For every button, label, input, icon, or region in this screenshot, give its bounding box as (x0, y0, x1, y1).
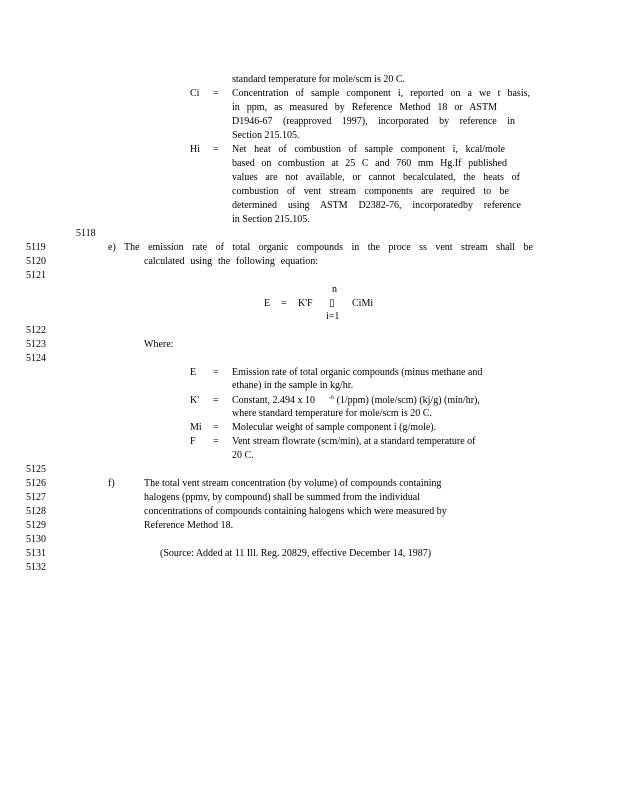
definition-hi-line: in Section 215.105. (232, 214, 310, 225)
equals-sign: = (281, 298, 287, 309)
definition-k-text: Constant, 2.494 x 10 (232, 395, 316, 406)
definition-symbol-ci: Ci (190, 88, 200, 99)
line-number: 5123 (26, 339, 46, 350)
definition-symbol-e: E (190, 367, 197, 378)
definition-symbol-hi: Hi (190, 144, 200, 155)
definition-f-line: Vent stream flowrate (scm/min), at a standard temperature of (232, 436, 476, 447)
definition-symbol-k: K' (190, 395, 200, 406)
source-note: (Source: Added at 11 Ill. Reg. 20829, effective December 14, 1987) (160, 548, 432, 559)
equals-sign: = (213, 144, 219, 155)
definition-symbol-mi: Mi (190, 422, 202, 433)
definition-ci-line: D1946-67 (reapproved 1997), incorporated by reference in (232, 116, 515, 127)
line-number: 5124 (26, 353, 46, 364)
definition-f-line: 20 C. (232, 450, 254, 461)
equals-sign: = (213, 367, 219, 378)
summation-upper-limit: n (332, 284, 337, 295)
equals-sign: = (213, 422, 219, 433)
equals-sign: = (213, 395, 219, 406)
paragraph-e-line: e) The emission rate of total organic compounds in the proce ss vent stream shall be (108, 242, 533, 253)
definition-e-line: ethane) in the sample in kg/hr. (232, 380, 354, 391)
paragraph-f-line: halogens (ppmv, by compound) shall be summed from the individual (144, 492, 420, 503)
line-number: 5127 (26, 492, 46, 503)
line-number: 5129 (26, 520, 46, 531)
line-number: 5128 (26, 506, 46, 517)
line-number: 5122 (26, 325, 46, 336)
where-label: Where: (144, 339, 174, 350)
paragraph-f-line: Reference Method 18. (144, 520, 234, 531)
definition-e-line: Emission rate of total organic compounds (minus methane and (232, 367, 483, 378)
definition-hi-line: values are not available, or cannot becalculated, the heats of (232, 172, 520, 183)
equation-constant: K'F (298, 298, 313, 309)
definition-ci-line: in ppm, as measured by Reference Method 18 or ASTM (232, 102, 497, 113)
line-number: 5121 (26, 270, 46, 281)
line-number: 5118 (76, 228, 96, 239)
line-number: 5125 (26, 464, 46, 475)
equals-sign: = (213, 436, 219, 447)
definition-k-line (232, 395, 480, 407)
equation-term: CiMi (352, 298, 374, 309)
line-number: 5119 (26, 242, 46, 253)
definition-mi-line: Molecular weight of sample component i (g/mole). (232, 422, 437, 433)
equation-lhs: E (264, 298, 271, 309)
line-number: 5131 (26, 548, 46, 559)
definition-hi-line: determined using ASTM D2382-76, incorporatedby reference (232, 200, 521, 211)
summation-icon: ▯ (329, 298, 335, 309)
definition-hi-line: combustion of vent stream components are required to be (232, 186, 509, 197)
definition-continuation: standard temperature for mole/scm is 20 C. (232, 74, 406, 85)
line-number: 5132 (26, 562, 46, 573)
definition-k-line: where standard temperature for mole/scm is 20 C. (232, 408, 432, 419)
paragraph-f-line: The total vent stream concentration (by volume) of compounds containing (144, 478, 442, 489)
definition-k-text: (1/ppm) (mole/scm) (kj/g) (min/hr), (334, 395, 480, 406)
paragraph-f-label: f) (108, 478, 115, 489)
definition-ci-line: Concentration of sample component i, reported on a we t basis, (232, 88, 530, 99)
definition-k-exponent: -6 (329, 395, 335, 401)
line-number: 5120 (26, 256, 46, 267)
definition-hi-line: Net heat of combustion of sample component i, kcal/mole (232, 144, 505, 155)
definition-hi-line: based on combustion at 25 C and 760 mm Hg.If published (232, 158, 507, 169)
paragraph-e-line: calculated using the following equation: (144, 256, 318, 267)
line-number: 5130 (26, 534, 46, 545)
definition-symbol-f: F (190, 436, 196, 447)
equals-sign: = (213, 88, 219, 99)
line-number: 5126 (26, 478, 46, 489)
paragraph-f-line: concentrations of compounds containing halogens which were measured by (144, 506, 447, 517)
summation-lower-limit: i=1 (326, 311, 340, 322)
definition-ci-line: Section 215.105. (232, 130, 300, 141)
